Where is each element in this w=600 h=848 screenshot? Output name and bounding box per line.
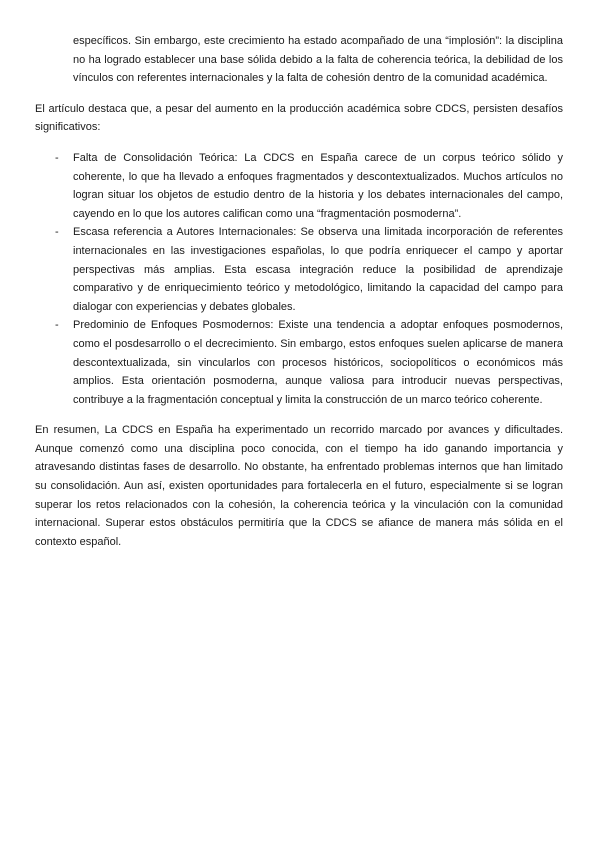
paragraph-spacer bbox=[35, 88, 563, 100]
document-body bbox=[35, 32, 563, 551]
conclusion-paragraph: En resumen, La CDCS en España ha experimentado un recorrido marcado por avances y dificultades. Aunque comenzó como una disciplina poco conocida, con el tiempo ha ido ganando importancia y atravesando distintas fases de desarrollo. No obstante, ha enfrentado problemas internos que han limitado su consolidación. Aun así, existen oportunidades para fortalecerla en el futuro, especialmente si se logran superar los retos relacionados con la cohesión, la coherencia teórica y la vinculación con la comunidad internacional. Superar estos obstáculos permitiría que la CDCS se afiance de manera más sólida en el contexto español. bbox=[35, 424, 563, 548]
bullet-dash: - bbox=[55, 226, 59, 239]
intro-continuation-paragraph: específicos. Sin embargo, este crecimiento ha estado acompañado de una “implosión”: la disciplina no ha logrado establecer una base sólida debido a la falta de coherencia teórica, la debilidad de los vínculos con referentes internacionales y la falta de cohesión dentro de la comunidad académica. bbox=[73, 35, 563, 85]
challenges-intro-paragraph: El artículo destaca que, a pesar del aumento en la producción académica sobre CDCS, persisten desafíos significativos: bbox=[35, 102, 563, 134]
paragraph-spacer bbox=[35, 137, 563, 149]
challenge-theoretical-consolidation: Falta de Consolidación Teórica: La CDCS en España carece de un corpus teórico sólido y coherente, lo que ha llevado a enfoques fragmentados y descontextualizados. Muchos artículos no logran situar los objetos de estudio dentro de la historia y los debates internacionales del campo, cayendo en lo que los autores califican como una “fragmentación posmoderna”. bbox=[73, 151, 563, 220]
bullet-dash: - bbox=[55, 319, 59, 332]
challenges-list bbox=[35, 149, 563, 409]
bullet-dash: - bbox=[55, 151, 59, 164]
list-item bbox=[55, 149, 563, 223]
challenge-international-authors: Escasa referencia a Autores Internacionales: Se observa una limitada incorporación de referentes internacionales en las investigaciones españolas, lo que podría enriquecer el campo y aportar perspectivas más amplias. Esta escasa integración reduce la posibilidad de aprendizaje comparativo y de enriquecimiento teórico y metodológico, limitando la capacidad del campo para dialogar con experiencias y debates globales. bbox=[73, 226, 563, 313]
list-item bbox=[55, 223, 563, 316]
list-item bbox=[55, 316, 563, 409]
paragraph-spacer bbox=[35, 409, 563, 421]
challenge-postmodern-approaches: Predominio de Enfoques Posmodernos: Existe una tendencia a adoptar enfoques posmodernos, como el posdesarrollo o el decrecimiento. Sin embargo, estos enfoques suelen aplicarse de manera descontextualizada, sin vincularlos con procesos históricos, sociopolíticos o económicos más amplios. Esta orientación posmoderna, aunque valiosa para introducir nuevas perspectivas, contribuye a la fragmentación conceptual y limita la construcción de un marco teórico coherente. bbox=[73, 319, 563, 406]
